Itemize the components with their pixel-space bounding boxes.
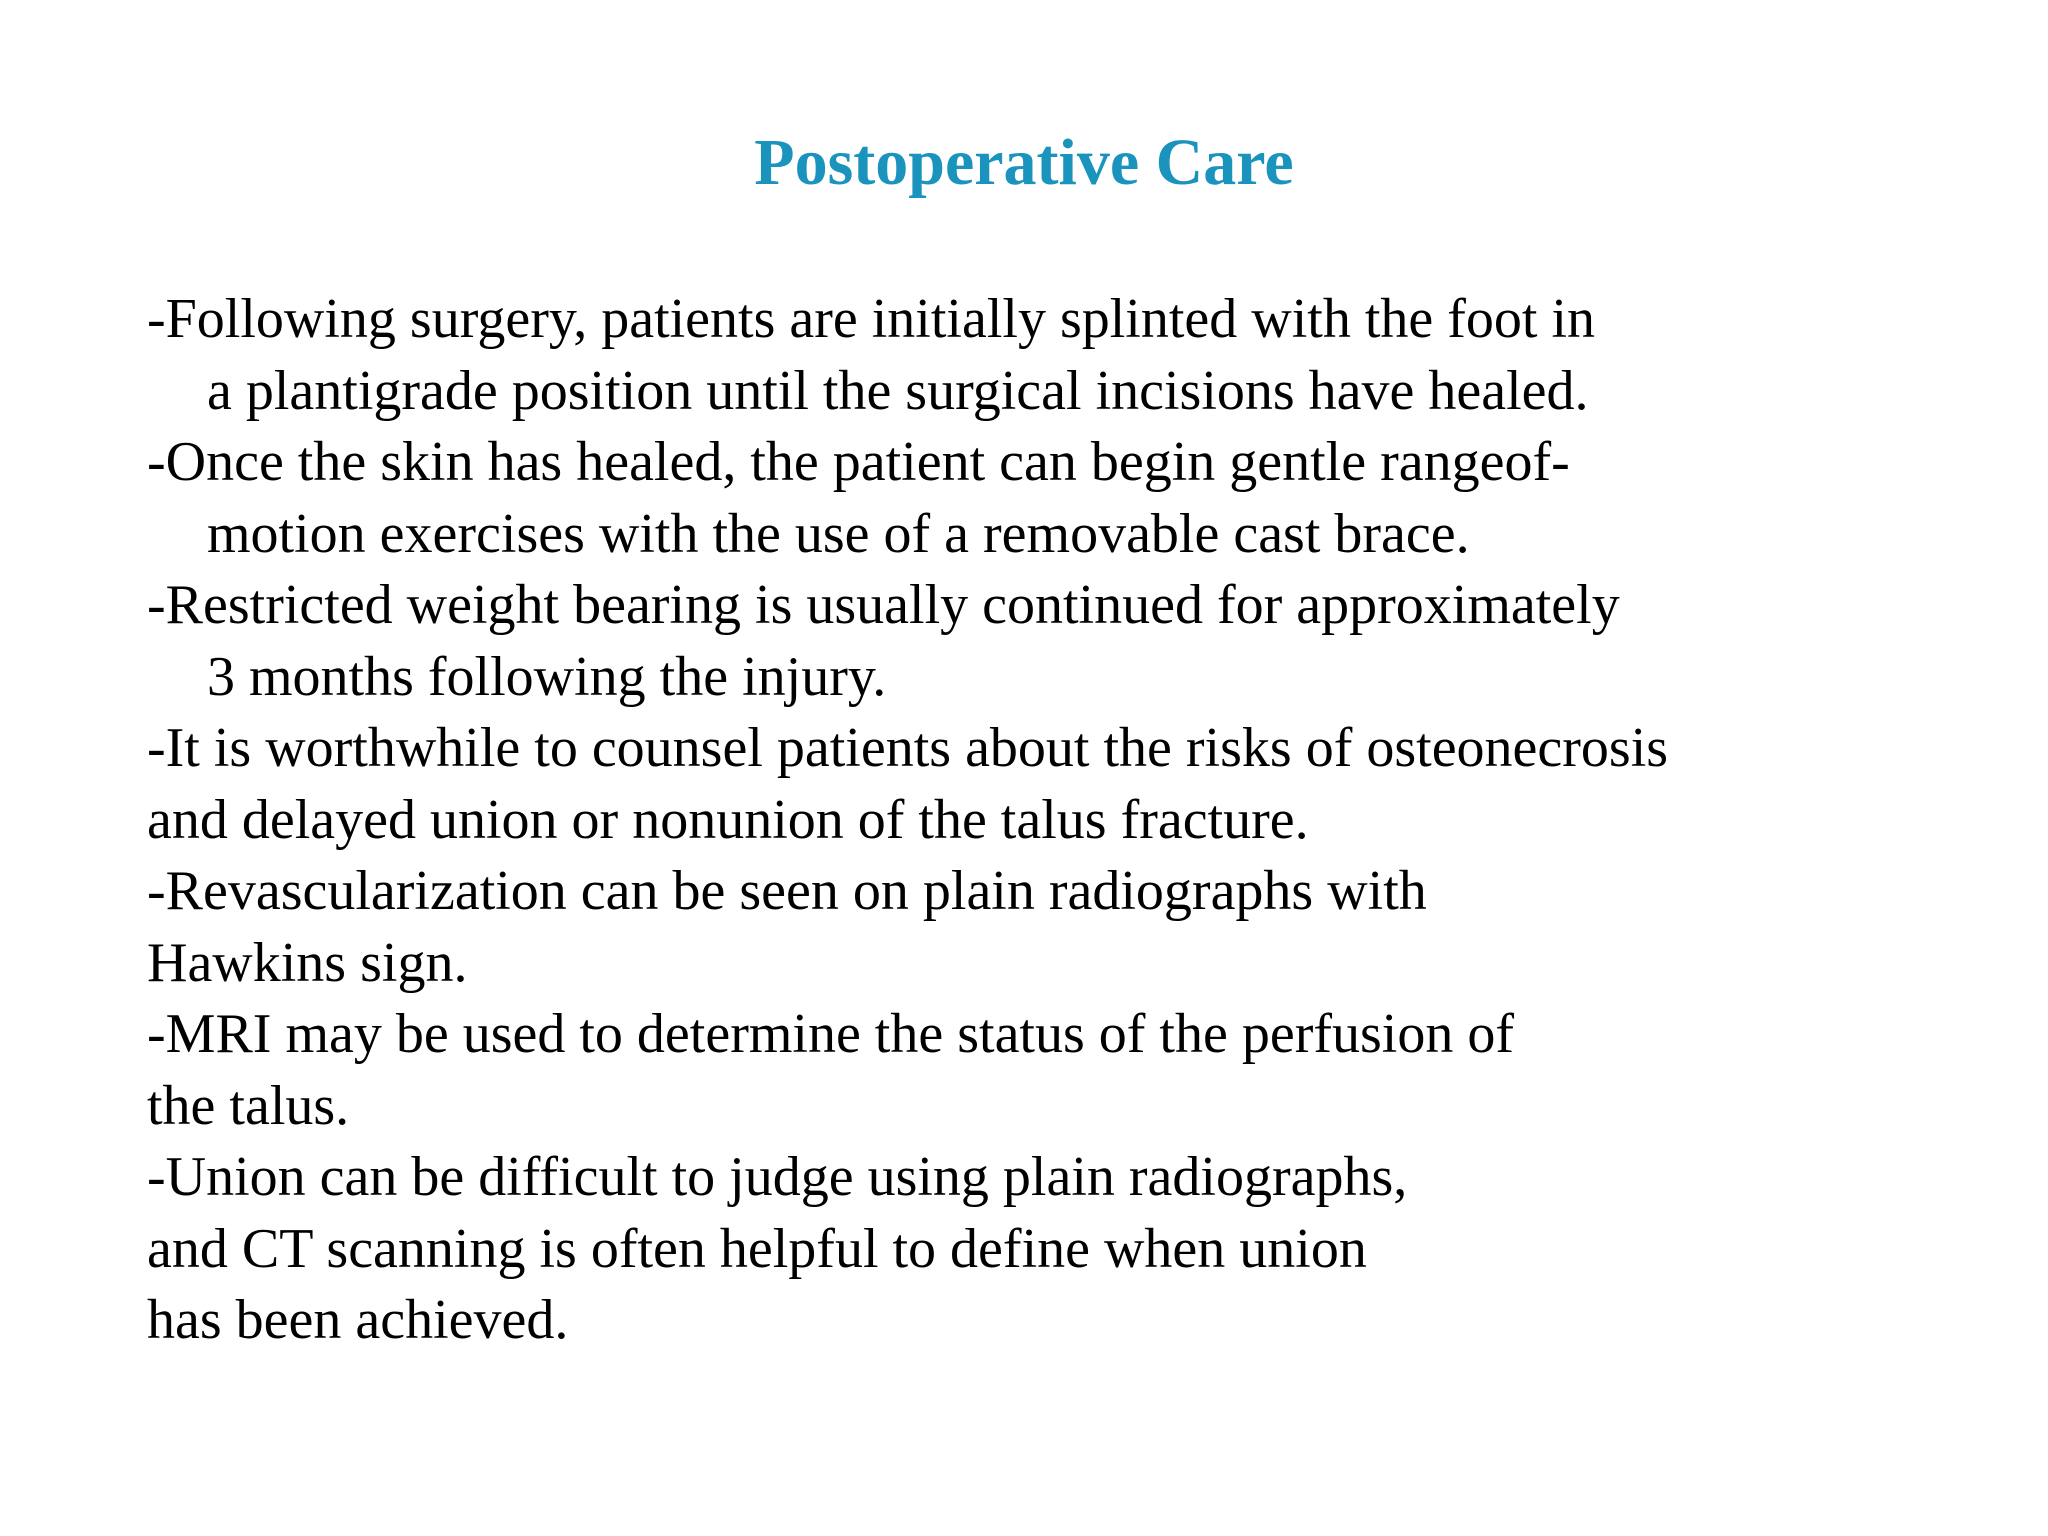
body-line: the talus. <box>147 1074 350 1137</box>
slide-body <box>147 284 2007 1357</box>
body-line: -Union can be difficult to judge using plain radiographs, <box>147 1146 1408 1208</box>
body-line: -Restricted weight bearing is usually continued for approximately <box>147 574 1620 636</box>
body-line: -Once the skin has healed, the patient can begin gentle rangeof- <box>147 431 1570 493</box>
body-line: and CT scanning is often helpful to define when union <box>147 1217 1367 1280</box>
body-line: -It is worthwhile to counsel patients about the risks of osteonecrosis <box>147 717 1669 779</box>
body-line: Hawkins sign. <box>147 931 468 994</box>
body-line: -Revascularization can be seen on plain radiographs with <box>147 860 1427 922</box>
body-line: and delayed union or nonunion of the talus fracture. <box>147 788 1309 851</box>
body-line: motion exercises with the use of a removable cast brace. <box>207 502 1470 565</box>
body-line: a plantigrade position until the surgical incisions have healed. <box>207 359 1589 422</box>
body-line: has been achieved. <box>147 1289 569 1351</box>
slide-title: Postoperative Care <box>754 126 1294 199</box>
body-line: -Following surgery, patients are initially splinted with the foot in <box>147 288 1596 350</box>
body-line: -MRI may be used to determine the status of the perfusion of <box>147 1003 1514 1065</box>
body-line: 3 months following the injury. <box>207 645 887 708</box>
